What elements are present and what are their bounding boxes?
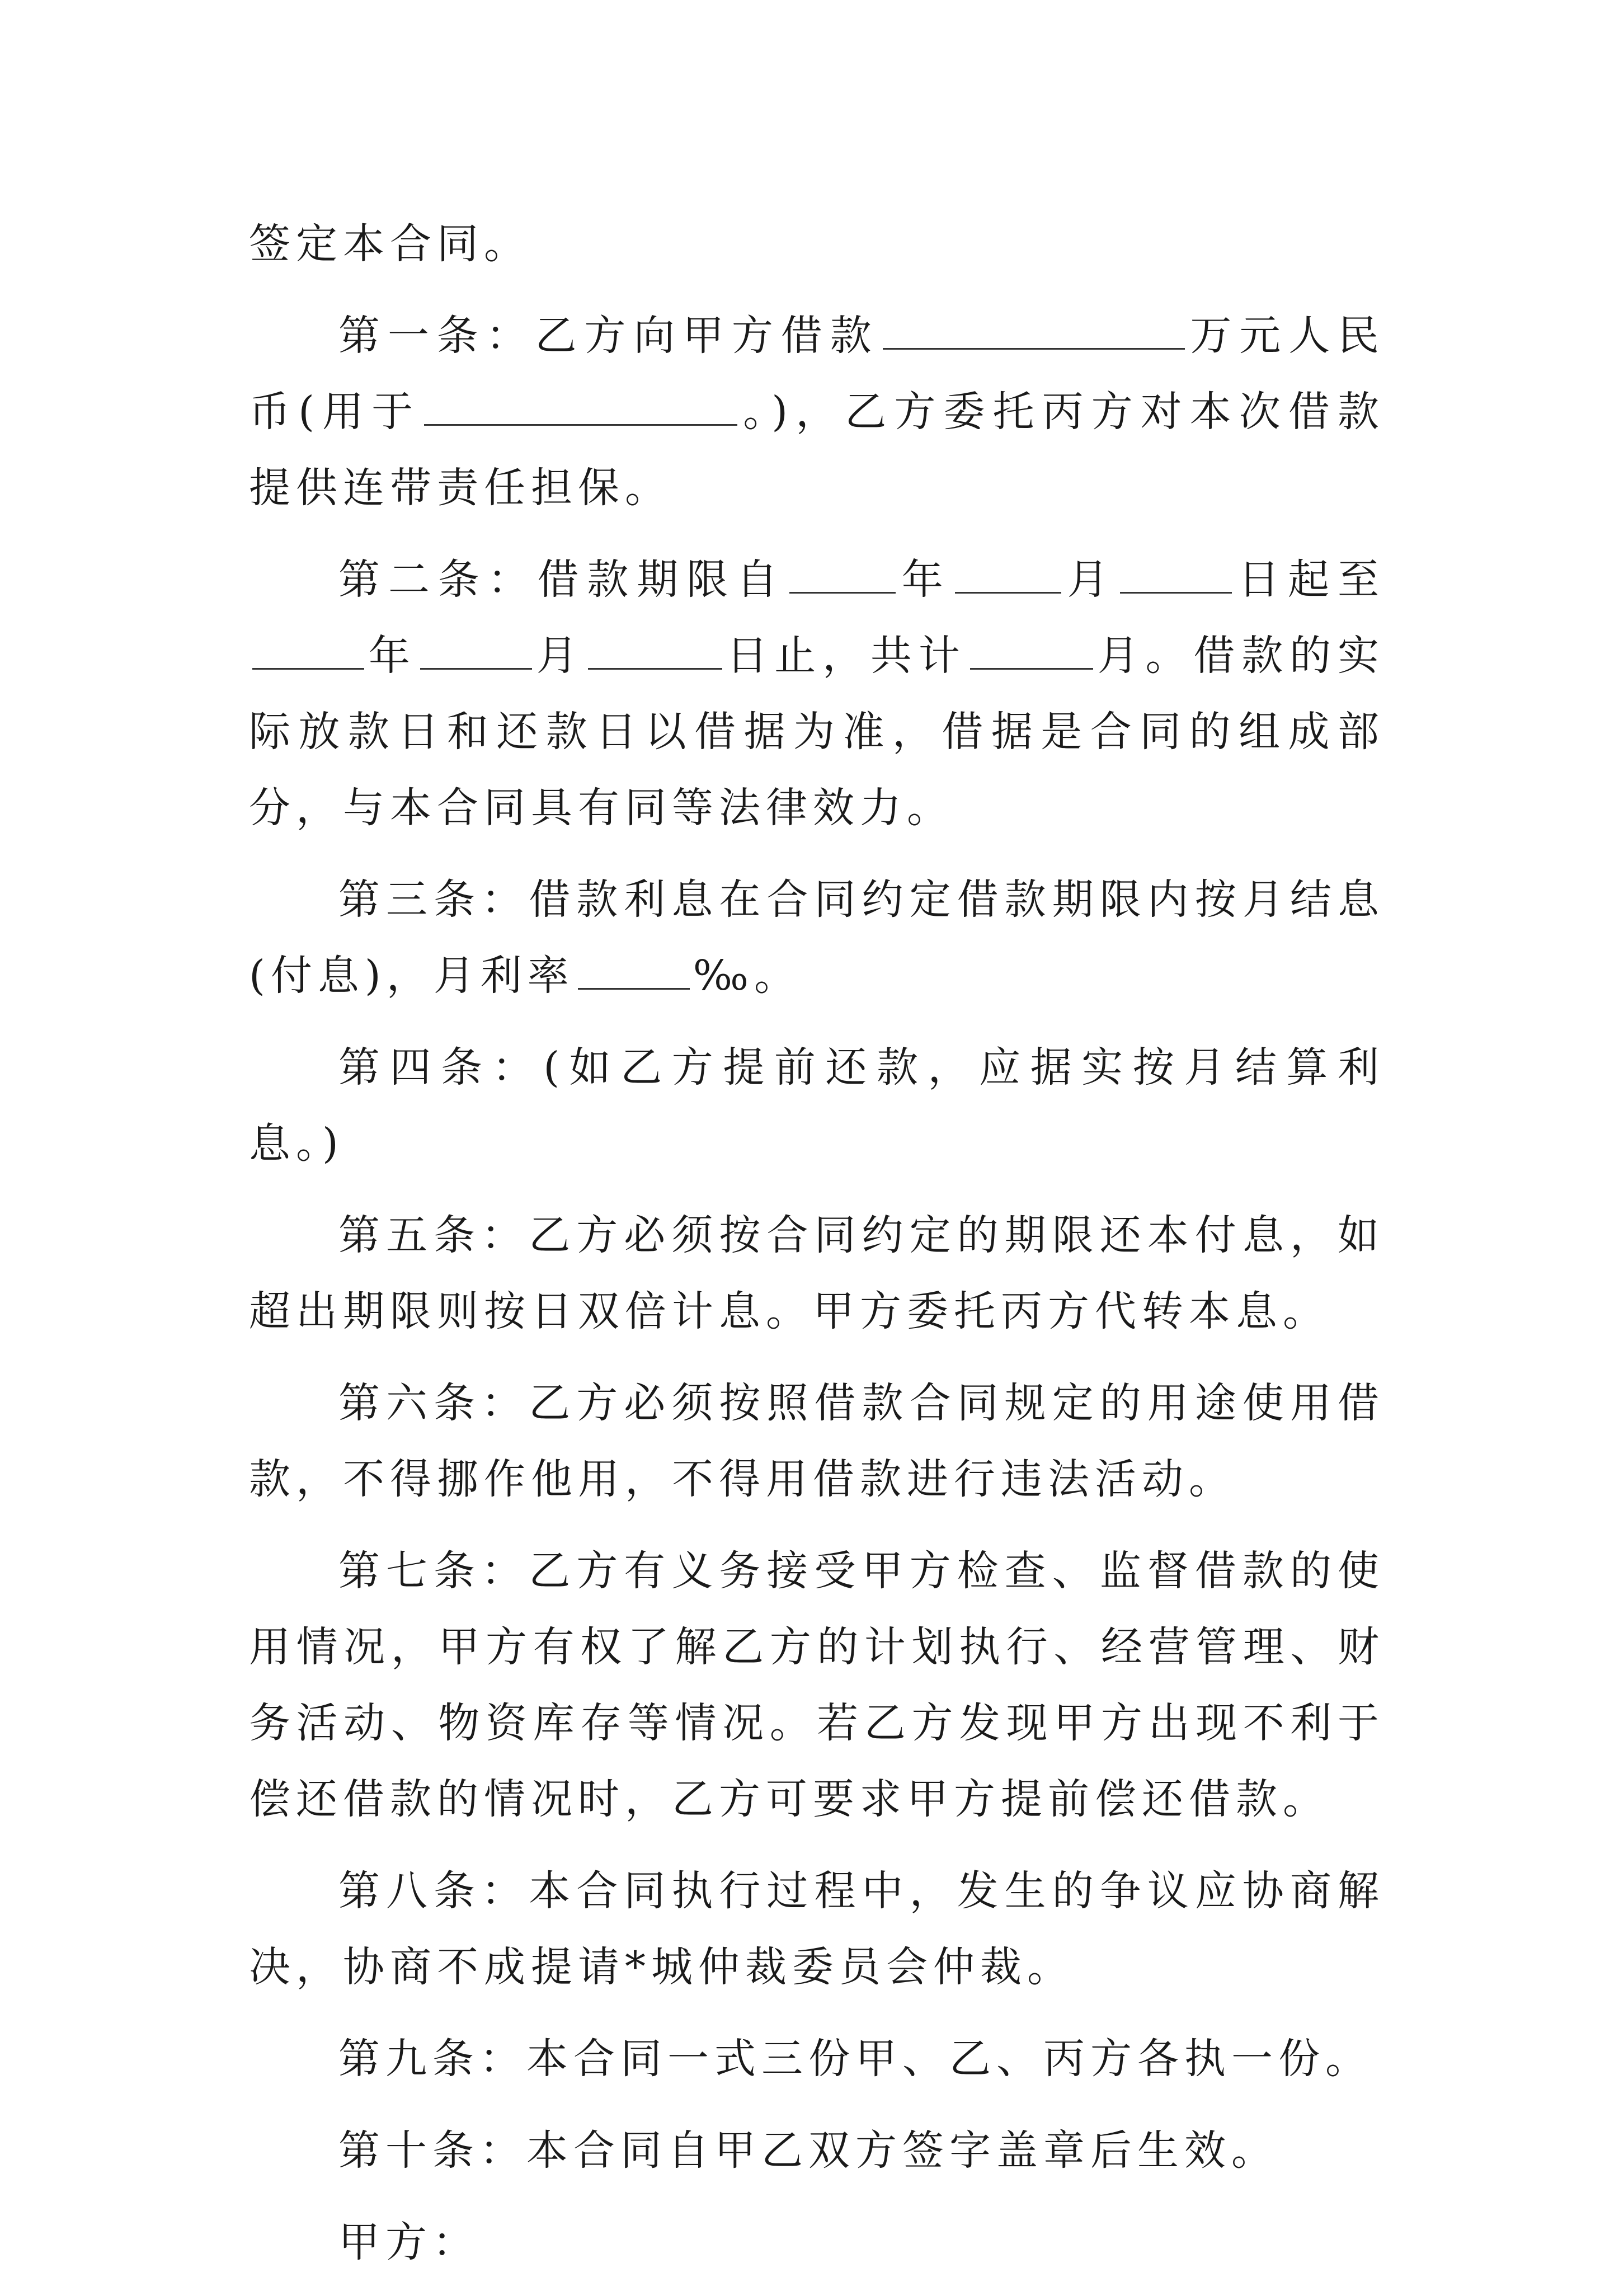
article-3 — [249, 862, 1385, 1014]
article-2-text-h: 月。借款的实际放款日和还款日以借据为准，借据是合同的组成部分，与本合同具有同等法律效力。 — [249, 632, 1385, 832]
party-a-label: 甲方： — [338, 2218, 479, 2266]
loan-purpose-blank — [424, 392, 737, 426]
paragraph-intro-end: 签定本合同。 — [249, 220, 531, 268]
article-8: 第八条：本合同执行过程中，发生的争议应协商解决，协商不成提请*城仲裁委员会仲裁。 — [249, 1867, 1385, 1991]
end-month-blank — [420, 636, 532, 670]
article-1-text-a: 第一条：乙方向甲方借款 — [338, 312, 879, 360]
total-months-blank — [970, 636, 1093, 670]
article-4: 第四条：(如乙方提前还款，应据实按月结算利息。) — [249, 1043, 1385, 1168]
loan-amount-blank — [883, 316, 1185, 350]
article-2-text-e: 年 — [368, 632, 417, 680]
contract-body — [249, 0, 1385, 2296]
article-9: 第九条：本合同一式三份甲、乙、丙方各执一份。 — [338, 2035, 1372, 2083]
article-5: 第五条：乙方必须按合同约定的期限还本付息，如超出期限则按日双倍计息。甲方委托丙方代转本息。 — [249, 1211, 1385, 1335]
article-1-text-c: 。)，乙方委托丙方对本次借款提供连带责任担保。 — [249, 388, 1385, 512]
start-day-blank — [1120, 559, 1232, 594]
article-2 — [249, 542, 1385, 846]
article-6: 第六条：乙方必须按照借款合同规定的用途使用借款，不得挪作他用，不得用借款进行违法活动。 — [249, 1379, 1385, 1503]
article-2-text-c: 月 — [1064, 556, 1117, 604]
article-2-text-g: 日止，共计 — [725, 632, 967, 680]
article-2-text-d: 日起至 — [1235, 556, 1385, 604]
start-year-blank — [789, 559, 896, 594]
end-day-blank — [588, 636, 722, 670]
article-10: 第十条：本合同自甲乙双方签字盖章后生效。 — [338, 2126, 1278, 2175]
article-1 — [249, 298, 1385, 526]
article-7: 第七条：乙方有义务接受甲方检查、监督借款的使用情况，甲方有权了解乙方的计划执行、经营管理、财务活动、物资库存等情况。若乙方发现甲方出现不利于偿还借款的情况时，乙方可要求甲方提前偿还借款。 — [249, 1547, 1385, 1823]
article-2-text-b: 年 — [898, 556, 952, 604]
article-2-text-f: 月 — [535, 632, 585, 680]
monthly-rate-blank — [578, 956, 690, 990]
article-1-text-b: 万元人民币(用于 — [249, 312, 1385, 436]
article-3-text-b: ‰。 — [693, 952, 802, 1000]
article-2-text-a: 第二条：借款期限自 — [338, 556, 786, 604]
start-month-blank — [955, 559, 1061, 594]
article-3-text-a: 第三条：借款利息在合同约定借款期限内按月结息(付息)，月利率 — [249, 876, 1385, 1000]
end-year-blank — [252, 636, 364, 670]
